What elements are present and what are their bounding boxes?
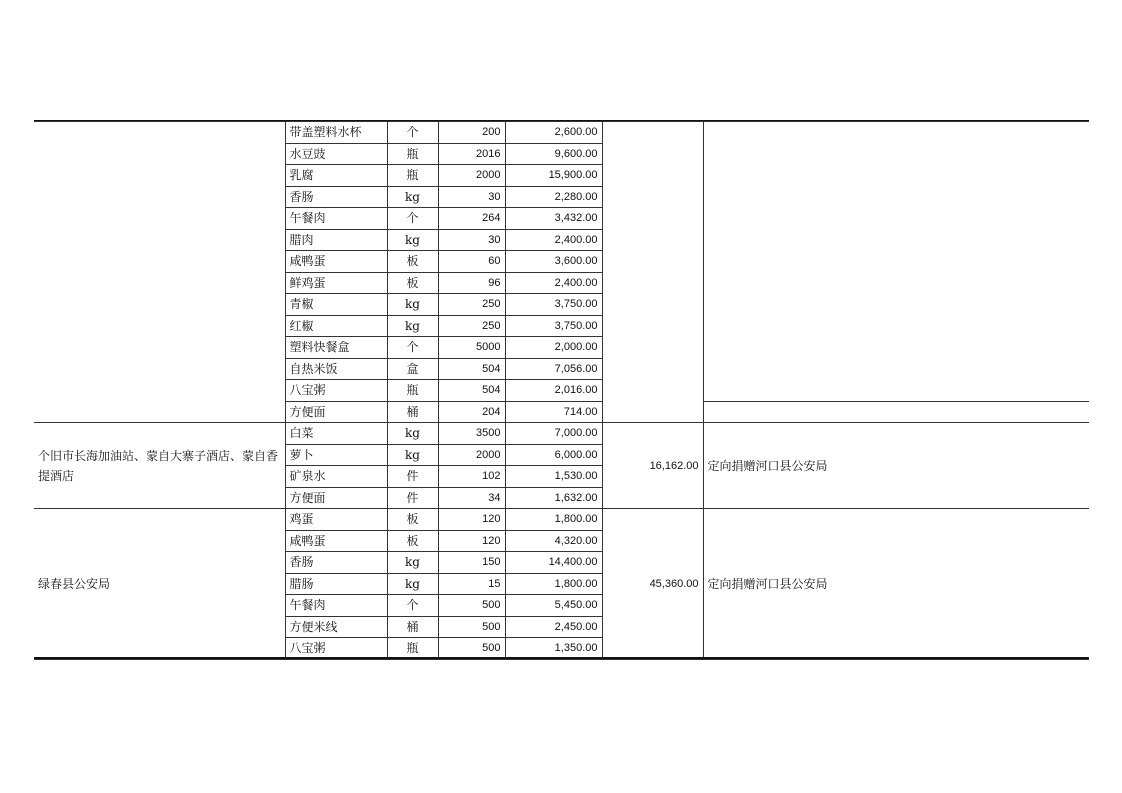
table-row xyxy=(34,122,1089,144)
item-cell: 八宝粥 xyxy=(285,380,387,402)
unit-cell: 板 xyxy=(387,272,438,294)
item-cell: 香肠 xyxy=(285,186,387,208)
donor-cell: 绿春县公安局 xyxy=(34,509,285,660)
unit-cell: 件 xyxy=(387,466,438,488)
qty-cell: 2016 xyxy=(438,143,505,165)
unit-cell: 瓶 xyxy=(387,143,438,165)
item-cell: 萝卜 xyxy=(285,444,387,466)
item-cell: 方便面 xyxy=(285,487,387,509)
amount-cell: 5,450.00 xyxy=(505,595,602,617)
qty-cell: 504 xyxy=(438,358,505,380)
item-cell: 自热米饭 xyxy=(285,358,387,380)
item-cell: 午餐肉 xyxy=(285,595,387,617)
amount-cell: 1,530.00 xyxy=(505,466,602,488)
item-cell: 鲜鸡蛋 xyxy=(285,272,387,294)
amount-cell: 9,600.00 xyxy=(505,143,602,165)
unit-cell: 件 xyxy=(387,487,438,509)
unit-cell: 板 xyxy=(387,509,438,531)
item-cell: 香肠 xyxy=(285,552,387,574)
item-cell: 红椒 xyxy=(285,315,387,337)
item-cell: 咸鸭蛋 xyxy=(285,530,387,552)
unit-cell: 个 xyxy=(387,208,438,230)
item-cell: 方便面 xyxy=(285,401,387,423)
qty-cell: 96 xyxy=(438,272,505,294)
amount-cell: 6,000.00 xyxy=(505,444,602,466)
qty-cell: 120 xyxy=(438,509,505,531)
note-cell-empty xyxy=(703,401,1089,423)
qty-cell: 30 xyxy=(438,229,505,251)
qty-cell: 34 xyxy=(438,487,505,509)
amount-cell: 3,750.00 xyxy=(505,315,602,337)
table-row xyxy=(34,509,1089,531)
qty-cell: 500 xyxy=(438,616,505,638)
amount-cell: 3,750.00 xyxy=(505,294,602,316)
item-cell: 白菜 xyxy=(285,423,387,445)
amount-cell: 3,432.00 xyxy=(505,208,602,230)
unit-cell: kg xyxy=(387,294,438,316)
note-cell: 定向捐赠河口县公安局 xyxy=(703,423,1089,509)
total-cell: 16,162.00 xyxy=(602,423,703,509)
amount-cell: 7,056.00 xyxy=(505,358,602,380)
item-cell: 青椒 xyxy=(285,294,387,316)
item-cell: 腊肉 xyxy=(285,229,387,251)
qty-cell: 264 xyxy=(438,208,505,230)
unit-cell: kg xyxy=(387,229,438,251)
qty-cell: 500 xyxy=(438,638,505,660)
qty-cell: 60 xyxy=(438,251,505,273)
qty-cell: 3500 xyxy=(438,423,505,445)
amount-cell: 2,450.00 xyxy=(505,616,602,638)
item-cell: 咸鸭蛋 xyxy=(285,251,387,273)
item-cell: 乳腐 xyxy=(285,165,387,187)
qty-cell: 5000 xyxy=(438,337,505,359)
unit-cell: 个 xyxy=(387,122,438,144)
item-cell: 水豆豉 xyxy=(285,143,387,165)
table-row xyxy=(34,423,1089,445)
qty-cell: 120 xyxy=(438,530,505,552)
qty-cell: 102 xyxy=(438,466,505,488)
amount-cell: 1,800.00 xyxy=(505,573,602,595)
item-cell: 八宝粥 xyxy=(285,638,387,660)
unit-cell: 盒 xyxy=(387,358,438,380)
amount-cell: 4,320.00 xyxy=(505,530,602,552)
unit-cell: 桶 xyxy=(387,401,438,423)
unit-cell: kg xyxy=(387,315,438,337)
unit-cell: 瓶 xyxy=(387,380,438,402)
unit-cell: kg xyxy=(387,552,438,574)
note-cell: 定向捐赠河口县公安局 xyxy=(703,509,1089,660)
unit-cell: kg xyxy=(387,444,438,466)
table-bottom-rule xyxy=(34,657,1089,659)
qty-cell: 200 xyxy=(438,122,505,144)
note-cell xyxy=(703,122,1089,402)
donor-cell: 个旧市长海加油站、蒙自大寨子酒店、蒙自香提酒店 xyxy=(34,423,285,509)
unit-cell: 板 xyxy=(387,251,438,273)
qty-cell: 2000 xyxy=(438,444,505,466)
unit-cell: 瓶 xyxy=(387,638,438,660)
amount-cell: 2,400.00 xyxy=(505,229,602,251)
unit-cell: 个 xyxy=(387,337,438,359)
amount-cell: 7,000.00 xyxy=(505,423,602,445)
unit-cell: 个 xyxy=(387,595,438,617)
qty-cell: 250 xyxy=(438,294,505,316)
qty-cell: 500 xyxy=(438,595,505,617)
amount-cell: 714.00 xyxy=(505,401,602,423)
amount-cell: 2,016.00 xyxy=(505,380,602,402)
amount-cell: 1,800.00 xyxy=(505,509,602,531)
amount-cell: 2,600.00 xyxy=(505,122,602,144)
qty-cell: 504 xyxy=(438,380,505,402)
unit-cell: kg xyxy=(387,573,438,595)
item-cell: 塑料快餐盒 xyxy=(285,337,387,359)
item-cell: 矿泉水 xyxy=(285,466,387,488)
qty-cell: 15 xyxy=(438,573,505,595)
item-cell: 方便米线 xyxy=(285,616,387,638)
qty-cell: 250 xyxy=(438,315,505,337)
amount-cell: 14,400.00 xyxy=(505,552,602,574)
qty-cell: 204 xyxy=(438,401,505,423)
amount-cell: 1,632.00 xyxy=(505,487,602,509)
amount-cell: 1,350.00 xyxy=(505,638,602,660)
amount-cell: 2,280.00 xyxy=(505,186,602,208)
item-cell: 腊肠 xyxy=(285,573,387,595)
unit-cell: 桶 xyxy=(387,616,438,638)
total-cell: 45,360.00 xyxy=(602,509,703,660)
amount-cell: 2,000.00 xyxy=(505,337,602,359)
qty-cell: 150 xyxy=(438,552,505,574)
donor-cell xyxy=(34,122,285,423)
item-cell: 带盖塑料水杯 xyxy=(285,122,387,144)
unit-cell: 瓶 xyxy=(387,165,438,187)
qty-cell: 30 xyxy=(438,186,505,208)
unit-cell: 板 xyxy=(387,530,438,552)
item-cell: 鸡蛋 xyxy=(285,509,387,531)
item-cell: 午餐肉 xyxy=(285,208,387,230)
amount-cell: 3,600.00 xyxy=(505,251,602,273)
total-cell xyxy=(602,122,703,423)
donation-table xyxy=(34,121,1089,660)
qty-cell: 2000 xyxy=(438,165,505,187)
amount-cell: 15,900.00 xyxy=(505,165,602,187)
unit-cell: kg xyxy=(387,186,438,208)
unit-cell: kg xyxy=(387,423,438,445)
amount-cell: 2,400.00 xyxy=(505,272,602,294)
